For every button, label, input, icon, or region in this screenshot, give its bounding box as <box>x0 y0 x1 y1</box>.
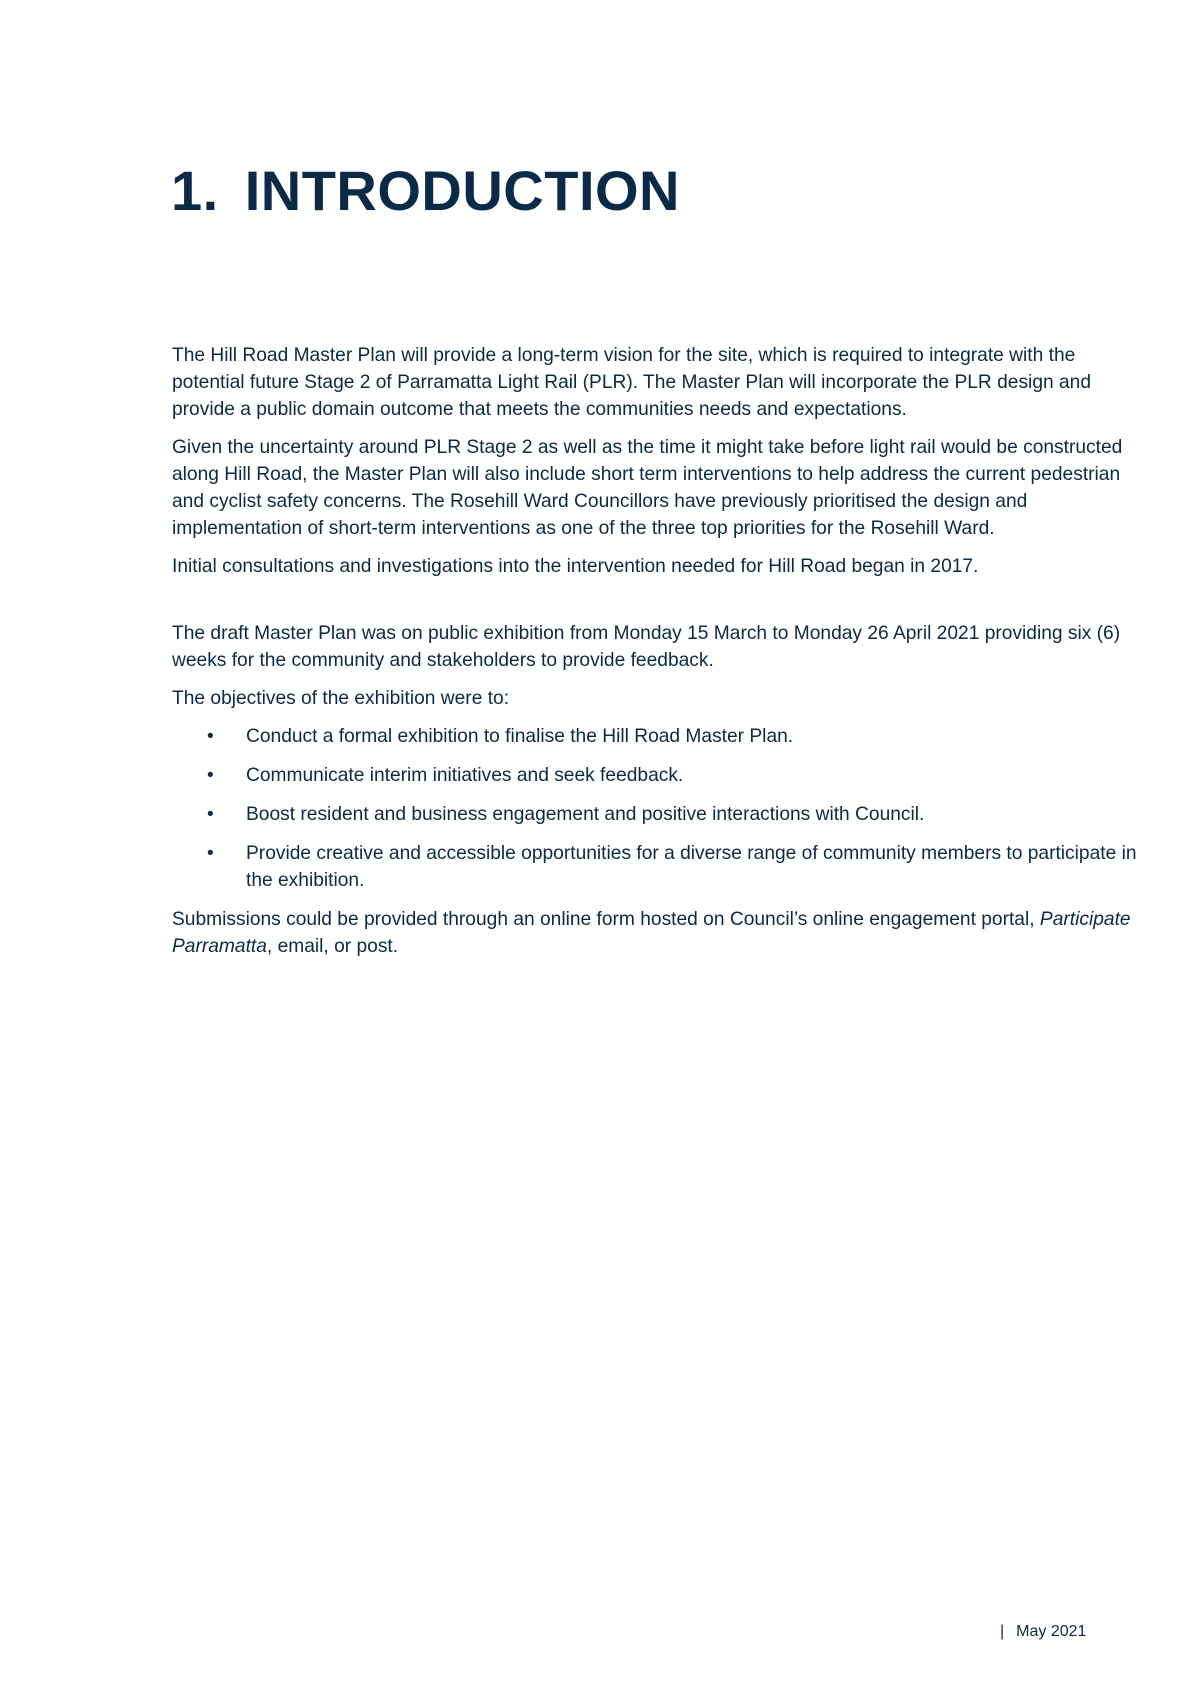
section-title: INTRODUCTION <box>244 159 680 222</box>
bullet-icon: • <box>207 765 214 786</box>
objectives-list <box>172 723 1138 894</box>
objective-text: Conduct a formal exhibition to finalise the Hill Road Master Plan. <box>246 726 794 747</box>
bullet-icon: • <box>207 843 214 864</box>
page-footer <box>1000 1623 1086 1641</box>
list-item <box>172 801 1138 828</box>
objectives-intro: The objectives of the exhibition were to: <box>172 688 510 709</box>
list-item <box>172 840 1138 894</box>
objective-text: Boost resident and business engagement and positive interactions with Council. <box>246 804 925 825</box>
section-number: 1. <box>171 159 219 222</box>
body-content <box>172 342 1138 971</box>
paragraph-plr-uncertainty: Given the uncertainty around PLR Stage 2 as well as the time it might take before light rail would be constructed along Hill Road, the Master Plan will also include short term interventions to help address the current pedestrian and cyclist safety concerns. The Rosehill Ward Councillors have previously prioritised the design and implementation of short-term interventions as one of the three top priorities for the Rosehill Ward. <box>172 437 1123 539</box>
footer-date: May 2021 <box>1016 1623 1087 1640</box>
list-item <box>172 762 1138 789</box>
list-item <box>172 723 1138 750</box>
bullet-icon: • <box>207 804 214 825</box>
paragraph-public-exhibition: The draft Master Plan was on public exhibition from Monday 15 March to Monday 26 April 2021 providing six (6) weeks for the community and stakeholders to provide feedback. <box>172 623 1121 671</box>
engagement-portal-name: Participate Parramatta <box>172 909 1131 957</box>
objective-text: Communicate interim initiatives and seek feedback. <box>246 765 684 786</box>
submissions-tail: , email, or post. <box>266 936 399 957</box>
submissions-text: Submissions could be provided through an online form hosted on Council’s online engagement portal, <box>172 909 1035 930</box>
footer-separator: | <box>1000 1623 1005 1640</box>
bullet-icon: • <box>207 726 214 747</box>
paragraph-initial-consultations: Initial consultations and investigations into the intervention needed for Hill Road began in 2017. <box>172 556 979 577</box>
paragraph-submissions <box>172 906 1138 960</box>
section-heading <box>171 158 680 223</box>
objective-text: Provide creative and accessible opportunities for a diverse range of community members to participate in the exhibition. <box>246 843 1137 891</box>
paragraph-master-plan-vision: The Hill Road Master Plan will provide a long-term vision for the site, which is required to integrate with the potential future Stage 2 of Parramatta Light Rail (PLR). The Master Plan will incorporate the PLR design and provide a public domain outcome that meets the communities needs and expectations. <box>172 345 1092 420</box>
